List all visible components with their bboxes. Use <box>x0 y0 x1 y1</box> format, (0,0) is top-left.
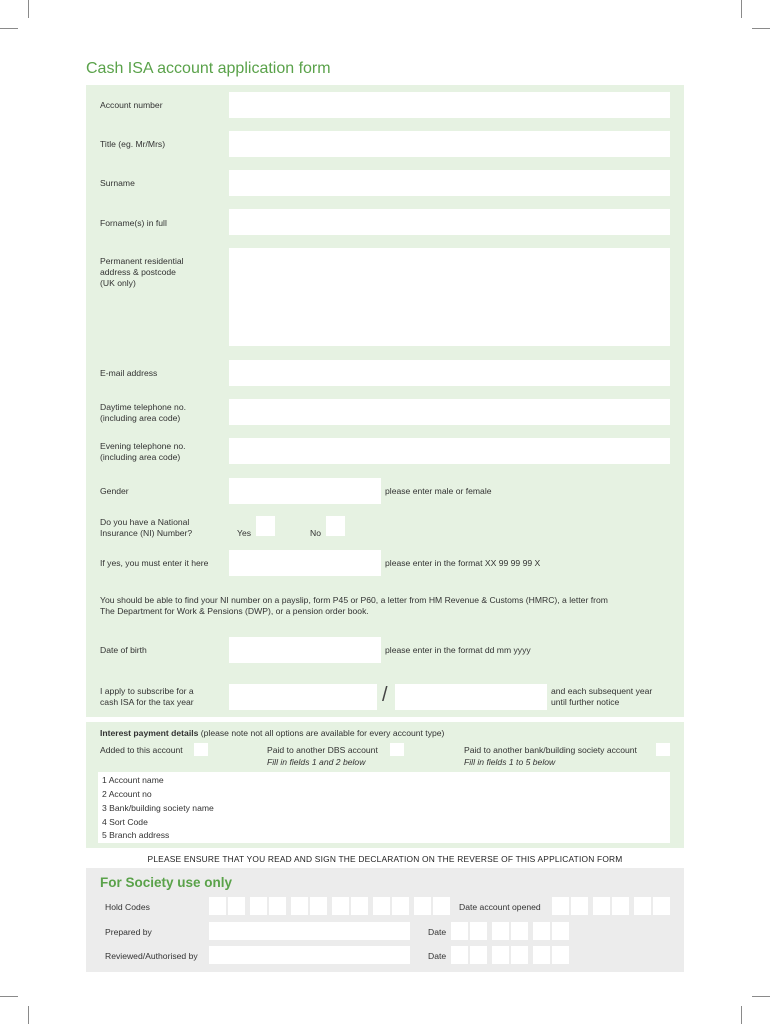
prepared-date-cell[interactable] <box>533 922 550 940</box>
hold-code-cell[interactable] <box>209 897 226 915</box>
payment-list-item: 1 Account name <box>102 775 164 785</box>
added-checkbox[interactable] <box>194 743 208 756</box>
subsequent-year-text: and each subsequent year until further notice <box>551 686 653 707</box>
reviewed-date-cell[interactable] <box>470 946 487 964</box>
prepared-date-cell[interactable] <box>511 922 528 940</box>
bank-label: Paid to another bank/building society account <box>464 745 637 755</box>
interest-heading-bold: Interest payment details <box>100 728 199 738</box>
daytime-phone-field[interactable] <box>229 399 670 425</box>
hold-code-cell[interactable] <box>291 897 308 915</box>
prepared-date-cell[interactable] <box>470 922 487 940</box>
tax-year-start-field[interactable] <box>229 684 377 710</box>
date-opened-cell[interactable] <box>653 897 670 915</box>
prepared-date-label: Date <box>428 927 447 937</box>
surname-field[interactable] <box>229 170 670 196</box>
hold-codes-label: Hold Codes <box>105 902 150 912</box>
gender-hint: please enter male or female <box>385 486 492 496</box>
crop-mark <box>752 996 770 997</box>
gender-field[interactable] <box>229 478 381 504</box>
crop-mark <box>741 1006 742 1024</box>
hold-code-cell[interactable] <box>310 897 327 915</box>
hold-code-cell[interactable] <box>332 897 349 915</box>
subscribe-label: I apply to subscribe for a cash ISA for the tax year <box>100 686 194 707</box>
address-field[interactable] <box>229 248 670 346</box>
crop-mark <box>0 28 18 29</box>
ni-number-hint: please enter in the format XX 99 99 99 X <box>385 558 541 568</box>
prepared-by-label: Prepared by <box>105 927 152 937</box>
crop-mark <box>28 0 29 18</box>
email-label: E-mail address <box>100 368 158 378</box>
hold-code-cell[interactable] <box>250 897 267 915</box>
reviewed-date-cell[interactable] <box>451 946 468 964</box>
hold-code-cell[interactable] <box>433 897 450 915</box>
reviewed-date-cell[interactable] <box>511 946 528 964</box>
dbs-note: Fill in fields 1 and 2 below <box>267 757 366 767</box>
date-opened-cell[interactable] <box>552 897 569 915</box>
ni-number-field[interactable] <box>229 550 381 576</box>
crop-mark <box>752 28 770 29</box>
hold-code-cell[interactable] <box>373 897 390 915</box>
reviewed-by-field[interactable] <box>209 946 410 964</box>
forenames-label: Forname(s) in full <box>100 218 167 228</box>
bank-checkbox[interactable] <box>656 743 670 756</box>
date-opened-cell[interactable] <box>593 897 610 915</box>
reviewed-by-label: Reviewed/Authorised by <box>105 951 198 961</box>
payment-list-item: 2 Account no <box>102 789 152 799</box>
interest-heading-rest: (please note not all options are available for every account type) <box>198 728 445 738</box>
gender-label: Gender <box>100 486 129 496</box>
hold-code-cell[interactable] <box>392 897 409 915</box>
ni-question-label: Do you have a National Insurance (NI) Number? <box>100 517 193 538</box>
evening-phone-label: Evening telephone no. (including area code) <box>100 441 186 462</box>
date-opened-cell[interactable] <box>612 897 629 915</box>
tax-year-end-field[interactable] <box>395 684 547 710</box>
society-use-heading: For Society use only <box>100 875 233 890</box>
email-field[interactable] <box>229 360 670 386</box>
form-title: Cash ISA account application form <box>86 60 331 77</box>
dob-field[interactable] <box>229 637 381 663</box>
date-opened-label: Date account opened <box>459 902 541 912</box>
added-label: Added to this account <box>100 745 183 755</box>
bank-note: Fill in fields 1 to 5 below <box>464 757 556 767</box>
dbs-checkbox[interactable] <box>390 743 404 756</box>
reviewed-date-cell[interactable] <box>533 946 550 964</box>
hold-code-cell[interactable] <box>269 897 286 915</box>
title-field[interactable] <box>229 131 670 157</box>
yes-label: Yes <box>237 528 252 538</box>
forenames-field[interactable] <box>229 209 670 235</box>
no-checkbox[interactable] <box>326 516 345 536</box>
hold-code-cell[interactable] <box>351 897 368 915</box>
date-opened-cell[interactable] <box>571 897 588 915</box>
crop-mark <box>0 996 18 997</box>
address-label: Permanent residential address & postcode (UK only) <box>100 256 184 288</box>
payment-list-item: 4 Sort Code <box>102 817 148 827</box>
prepared-date-cell[interactable] <box>552 922 569 940</box>
dob-hint: please enter in the format dd mm yyyy <box>385 645 531 655</box>
yes-checkbox[interactable] <box>256 516 275 536</box>
payment-list-item: 5 Branch address <box>102 830 170 840</box>
surname-label: Surname <box>100 178 135 188</box>
evening-phone-field[interactable] <box>229 438 670 464</box>
hold-code-cell[interactable] <box>414 897 431 915</box>
reviewed-date-cell[interactable] <box>552 946 569 964</box>
reviewed-date-cell[interactable] <box>492 946 509 964</box>
declaration-notice: PLEASE ENSURE THAT YOU READ AND SIGN THE DECLARATION ON THE REVERSE OF THIS APPLICATION FORM <box>147 854 623 864</box>
interest-heading <box>100 728 444 739</box>
payment-list-item: 3 Bank/building society name <box>102 803 214 813</box>
account-number-label: Account number <box>100 100 163 110</box>
ni-number-label: If yes, you must enter it here <box>100 558 209 568</box>
prepared-date-cell[interactable] <box>492 922 509 940</box>
crop-mark <box>28 1006 29 1024</box>
ni-info-text: You should be able to find your NI number on a payslip, form P45 or P60, a letter from HM Revenue & Customs (HMRC), a letter from The Department for Work & Pensions (DWP), or a pension order book. <box>100 595 608 616</box>
account-number-field[interactable] <box>229 92 670 118</box>
prepared-by-field[interactable] <box>209 922 410 940</box>
reviewed-date-label: Date <box>428 951 447 961</box>
daytime-phone-label: Daytime telephone no. (including area code) <box>100 402 186 423</box>
dob-label: Date of birth <box>100 645 147 655</box>
dbs-label: Paid to another DBS account <box>267 745 378 755</box>
crop-mark <box>741 0 742 18</box>
no-label: No <box>310 528 321 538</box>
tax-year-separator: / <box>382 684 388 706</box>
prepared-date-cell[interactable] <box>451 922 468 940</box>
hold-code-cell[interactable] <box>228 897 245 915</box>
date-opened-cell[interactable] <box>634 897 651 915</box>
title-label: Title (eg. Mr/Mrs) <box>100 139 166 149</box>
